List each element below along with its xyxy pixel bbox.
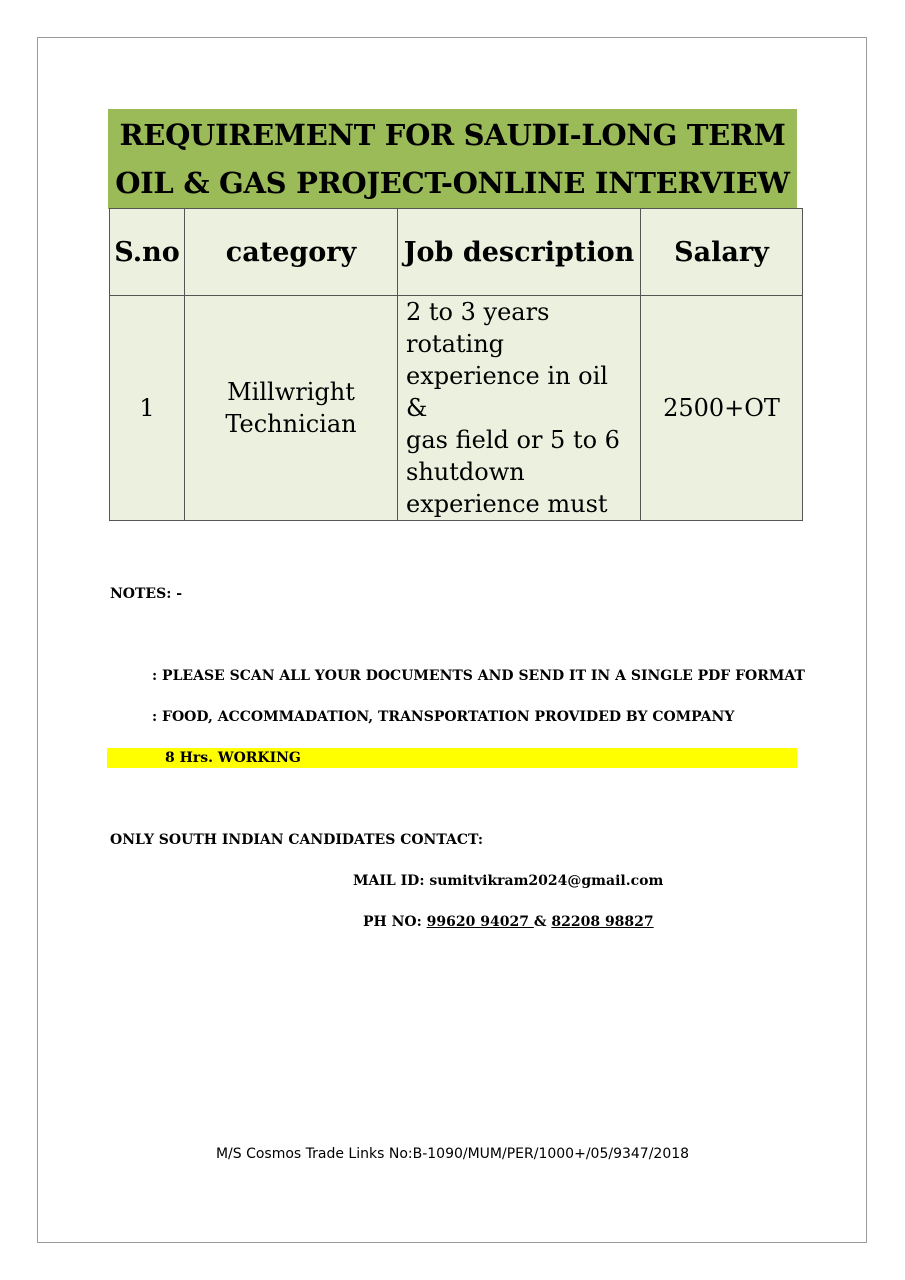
- header-job-description: Job description: [398, 209, 641, 296]
- phone-label: PH NO:: [363, 914, 427, 930]
- category-line: Millwright: [227, 378, 355, 406]
- cell-sno: 1: [110, 296, 185, 521]
- phone-separator: &: [533, 914, 552, 930]
- note-item-2: : FOOD, ACCOMMADATION, TRANSPORTATION PROVIDED BY COMPANY: [152, 709, 735, 725]
- note-item-1: : PLEASE SCAN ALL YOUR DOCUMENTS AND SEND IT IN A SINGLE PDF FORMAT: [152, 668, 805, 684]
- header-salary: Salary: [641, 209, 803, 296]
- phone-link-1[interactable]: 99620 94027: [426, 914, 534, 930]
- notes-heading: NOTES: -: [110, 586, 183, 602]
- title-banner: [108, 109, 797, 209]
- working-hours: 8 Hrs. WORKING: [165, 750, 301, 766]
- description-line: rotating: [406, 330, 505, 358]
- cell-salary: 2500+OT: [641, 296, 803, 521]
- phone-link-2[interactable]: 82208 98827: [551, 914, 654, 930]
- table-header-row: [110, 209, 803, 296]
- description-line: gas field or 5 to 6: [406, 426, 620, 454]
- header-sno: S.no: [110, 209, 185, 296]
- header-category: category: [185, 209, 398, 296]
- description-line: experience in oil &: [406, 362, 608, 422]
- title-line-1: REQUIREMENT FOR SAUDI-LONG TERM: [119, 118, 786, 152]
- mail-address[interactable]: sumitvikram2024@gmail.com: [429, 873, 664, 889]
- mail-line: [353, 873, 663, 889]
- phone-line: [363, 914, 654, 930]
- description-line: 2 to 3 years: [406, 298, 550, 326]
- cell-job-description: [398, 296, 641, 521]
- mail-label: MAIL ID:: [353, 873, 430, 889]
- footer-license: M/S Cosmos Trade Links No:B-1090/MUM/PER/1000+/05/9347/2018: [215, 1146, 690, 1162]
- category-line: Technician: [225, 410, 357, 438]
- job-table: [109, 208, 803, 521]
- title-line-2: OIL & GAS PROJECT-ONLINE INTERVIEW: [115, 166, 790, 200]
- description-line: experience must: [406, 490, 608, 518]
- table-row: [110, 296, 803, 521]
- description-line: shutdown: [406, 458, 525, 486]
- cell-category: [185, 296, 398, 521]
- contact-heading: ONLY SOUTH INDIAN CANDIDATES CONTACT:: [110, 832, 484, 848]
